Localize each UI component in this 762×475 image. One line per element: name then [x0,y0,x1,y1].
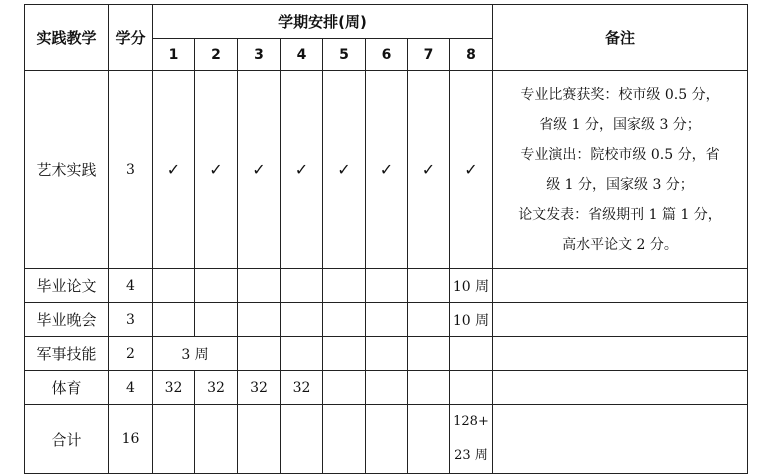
row-credit: 4 [109,371,153,405]
check-mark: ✓ [238,71,281,269]
row-credit: 3 [109,303,153,337]
remark-line: 专业演出：院校市级 0.5 分，省 [520,146,720,163]
header-remark: 备注 [493,5,748,71]
term-5: 5 [323,39,366,71]
term-value: 32 [238,371,281,405]
remark-line: 专业比赛获奖：校市级 0.5 分， [520,86,720,103]
check-mark: ✓ [281,71,323,269]
row-credit: 3 [109,71,153,269]
term-6: 6 [366,39,408,71]
check-mark: ✓ [323,71,366,269]
header-credit: 学分 [109,5,153,71]
header-practice: 实践教学 [25,5,109,71]
row-credit: 4 [109,269,153,303]
table-row [25,405,748,474]
row-name: 体育 [25,371,109,405]
term8-cell: 10 周 [450,303,493,337]
remark-text [493,71,748,269]
term-3: 3 [238,39,281,71]
check-mark: ✓ [153,71,195,269]
total-line: 128+ [453,414,489,429]
row-name: 毕业晚会 [25,303,109,337]
total-term8 [450,405,493,474]
table-row [25,303,748,337]
table-row [25,269,748,303]
term-value: 32 [281,371,323,405]
term-value: 32 [195,371,238,405]
term-1: 1 [153,39,195,71]
header-schedule: 学期安排(周) [153,5,493,39]
row-name: 毕业论文 [25,269,109,303]
table-row [25,71,748,269]
remark-line: 省级 1 分，国家级 3 分； [539,116,701,133]
row-name: 军事技能 [25,337,109,371]
row-credit: 2 [109,337,153,371]
check-mark: ✓ [366,71,408,269]
table-row [25,337,748,371]
total-line: 23 周 [454,448,488,463]
remark-line: 论文发表：省级期刊 1 篇 1 分， [518,206,722,223]
term-4: 4 [281,39,323,71]
curriculum-table [24,4,748,474]
row-name: 艺术实践 [25,71,109,269]
check-mark: ✓ [450,71,493,269]
table-row [25,371,748,405]
term8-cell: 10 周 [450,269,493,303]
check-mark: ✓ [408,71,450,269]
term-value: 32 [153,371,195,405]
term-7: 7 [408,39,450,71]
row-credit: 16 [109,405,153,474]
remark-line: 级 1 分，国家级 3 分； [546,176,694,193]
row-name: 合计 [25,405,109,474]
term-8: 8 [450,39,493,71]
check-mark: ✓ [195,71,238,269]
remark-line: 高水平论文 2 分。 [562,236,678,253]
term-2: 2 [195,39,238,71]
term12-cell: 3 周 [153,337,238,371]
